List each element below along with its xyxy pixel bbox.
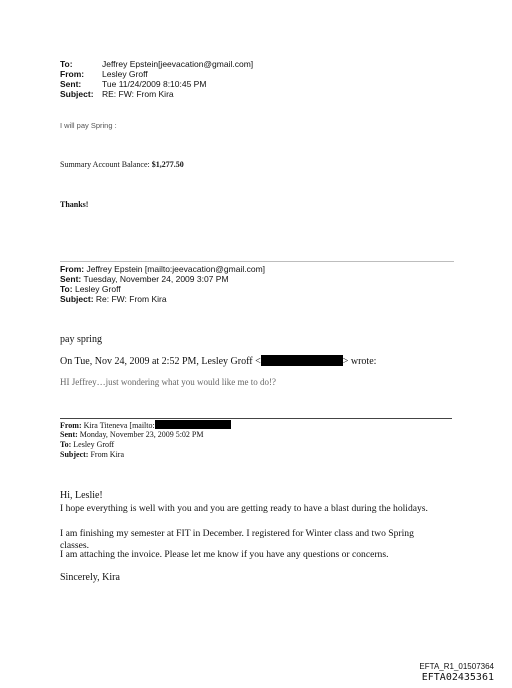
email2-from-value: Jeffrey Epstein [mailto:jeevacation@gmail.com] — [86, 264, 266, 274]
email2-from-line — [60, 264, 265, 274]
email3-to-label: To: — [60, 440, 72, 449]
email2-from-label: From: — [60, 264, 85, 274]
email2-subject-label: Subject: — [60, 294, 94, 304]
email2-to-value: Lesley Groff — [74, 284, 121, 294]
thanks-text: Thanks! — [60, 200, 89, 209]
email3-sent-value: Monday, November 23, 2009 5:02 PM — [79, 430, 204, 439]
body-line-2: I am finishing my semester at FIT in December. I registered for Winter class and two Spring — [60, 528, 414, 539]
redaction-block — [261, 355, 343, 366]
email3-subject-line — [60, 450, 124, 459]
email2-sent-value: Tuesday, November 24, 2009 3:07 PM — [83, 274, 229, 284]
email2-body: pay spring — [60, 334, 102, 345]
from-value: Lesley Groff — [102, 69, 148, 79]
summary-label: Summary Account Balance: — [60, 160, 150, 169]
email3-subject-label: Subject: — [60, 450, 89, 459]
summary-line — [60, 160, 184, 169]
subject-value: RE: FW: From Kira — [102, 89, 174, 99]
email2-subject-value: Re: FW: From Kira — [95, 294, 167, 304]
body-line-1: I hope everything is well with you and you are getting ready to have a blast during the holidays. — [60, 503, 428, 514]
body-line-2b: classes. — [60, 540, 90, 551]
body-line-3: I am attaching the invoice. Please let me know if you have any questions or concerns. — [60, 549, 389, 560]
email3-subject-value: From Kira — [90, 450, 125, 459]
to-value: Jeffrey Epstein[jeevacation@gmail.com] — [102, 59, 254, 69]
sent-value: Tue 11/24/2009 8:10:45 PM — [102, 79, 207, 89]
sent-label: Sent: — [60, 79, 82, 89]
email3-to-line — [60, 440, 114, 449]
divider-1 — [60, 261, 454, 262]
email2-sent-line — [60, 274, 229, 284]
email3-to-value: Lesley Groff — [73, 440, 115, 449]
email2-to-line — [60, 284, 121, 294]
email2-sent-label: Sent: — [60, 274, 82, 284]
footer-id-1: EFTA_R1_01507364 — [419, 662, 494, 671]
quote-intro — [60, 355, 376, 367]
email3-from-label: From: — [60, 421, 82, 430]
footer-id-2: EFTA02435361 — [421, 672, 494, 683]
divider-2 — [60, 418, 452, 419]
body-pay-spring: I will pay Spring : — [60, 121, 117, 130]
email3-from-value: Kira Titeneva [mailto: — [83, 421, 155, 430]
to-label: To: — [60, 59, 73, 69]
quote-body: HI Jeffrey…just wondering what you would like me to do!? — [60, 377, 277, 387]
email3-sent-line — [60, 430, 203, 439]
email3-sent-label: Sent: — [60, 430, 78, 439]
email2-to-label: To: — [60, 284, 73, 294]
summary-value: $1,277.50 — [151, 160, 184, 169]
greeting: Hi, Leslie! — [60, 490, 103, 501]
email3-from-line — [60, 420, 231, 430]
from-label: From: — [60, 69, 85, 79]
quote-intro-after: > wrote: — [342, 356, 377, 367]
signoff: Sincerely, Kira — [60, 572, 120, 583]
redaction-block — [155, 420, 231, 429]
quote-intro-before: On Tue, Nov 24, 2009 at 2:52 PM, Lesley Groff < — [60, 356, 261, 367]
subject-label: Subject: — [60, 89, 94, 99]
email2-subject-line — [60, 294, 167, 304]
